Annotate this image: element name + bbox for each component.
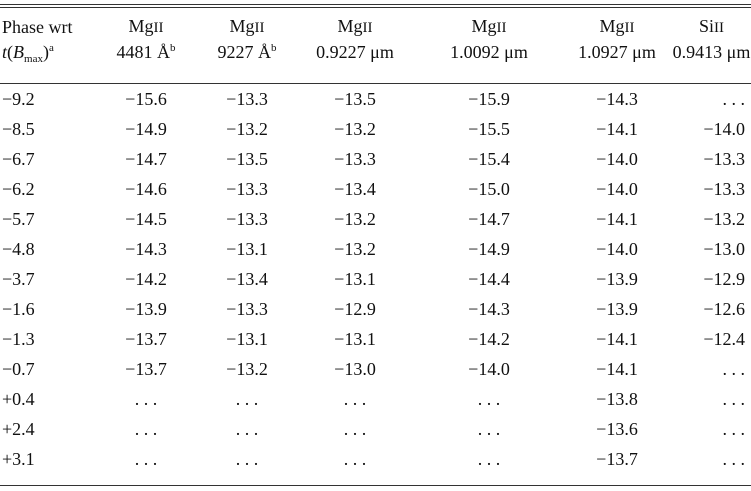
- value-cell: −13.3: [226, 179, 268, 199]
- value-cell: −13.3: [703, 179, 745, 199]
- value-cell: −13.7: [596, 449, 638, 469]
- value-cell: −13.2: [334, 119, 376, 139]
- value-cell: . . .: [477, 419, 501, 439]
- wavelength-header: 0.9413 μm: [672, 42, 751, 62]
- column-header: MgII: [128, 16, 164, 36]
- phase-cell: −1.6: [2, 299, 35, 319]
- phase-header: Phase wrt: [2, 17, 73, 37]
- value-cell: −14.6: [125, 179, 167, 199]
- value-cell: −13.3: [226, 89, 268, 109]
- value-cell: −13.8: [596, 389, 638, 409]
- column-header: MgII: [471, 16, 507, 36]
- value-cell: −13.5: [226, 149, 268, 169]
- value-cell: −13.3: [226, 299, 268, 319]
- column-header: MgII: [229, 16, 265, 36]
- value-cell: −14.0: [703, 119, 745, 139]
- value-cell: −14.3: [125, 239, 167, 259]
- value-cell: −14.0: [596, 149, 638, 169]
- wavelength-header: 4481 $Å^b$: [116, 42, 176, 62]
- table-row: [0, 204, 751, 234]
- phase-cell: −9.2: [2, 89, 35, 109]
- value-cell: −13.3: [703, 149, 745, 169]
- phase-cell: −5.7: [2, 209, 35, 229]
- value-cell: −13.9: [125, 299, 167, 319]
- value-cell: −13.1: [334, 269, 376, 289]
- value-cell: −13.9: [596, 299, 638, 319]
- value-cell: −14.1: [596, 119, 638, 139]
- column-header: SiII: [698, 16, 724, 36]
- value-cell: −13.2: [226, 119, 268, 139]
- value-cell: . . .: [235, 389, 259, 409]
- table-row: [0, 114, 751, 144]
- value-cell: −14.3: [468, 299, 510, 319]
- value-cell: . . .: [134, 449, 158, 469]
- value-cell: −12.9: [703, 269, 745, 289]
- phase-cell: +2.4: [2, 419, 35, 439]
- value-cell: −12.9: [334, 299, 376, 319]
- value-cell: . . .: [134, 419, 158, 439]
- value-cell: −15.0: [468, 179, 510, 199]
- value-cell: −12.6: [703, 299, 745, 319]
- value-cell: . . .: [722, 389, 745, 409]
- value-cell: −13.0: [703, 239, 745, 259]
- value-cell: −15.4: [468, 149, 510, 169]
- value-cell: −13.5: [334, 89, 376, 109]
- value-cell: . . .: [343, 389, 367, 409]
- table-row: [0, 444, 751, 474]
- table-row: [0, 78, 751, 114]
- value-cell: −13.2: [334, 209, 376, 229]
- value-cell: −14.2: [125, 269, 167, 289]
- value-cell: −13.3: [334, 149, 376, 169]
- value-cell: −14.2: [468, 329, 510, 349]
- phase-cell: −8.5: [2, 119, 35, 139]
- value-cell: . . .: [235, 449, 259, 469]
- value-cell: −13.9: [596, 269, 638, 289]
- value-cell: −14.1: [596, 329, 638, 349]
- wavelength-header: 1.0092 μm: [450, 42, 528, 62]
- phase-cell: −0.7: [2, 359, 35, 379]
- table-row: [0, 264, 751, 294]
- value-cell: −14.1: [596, 209, 638, 229]
- value-cell: −14.0: [596, 179, 638, 199]
- table-bottom-rule: [0, 485, 751, 486]
- value-cell: −13.1: [226, 329, 268, 349]
- wavelength-header: 1.0927 μm: [578, 42, 656, 62]
- value-cell: −15.5: [468, 119, 510, 139]
- table-row: [0, 384, 751, 414]
- phase-cell: −6.2: [2, 179, 35, 199]
- value-cell: −13.7: [125, 329, 167, 349]
- phase-cell: +0.4: [2, 389, 35, 409]
- value-cell: −14.4: [468, 269, 510, 289]
- value-cell: . . .: [134, 389, 158, 409]
- table-row: [0, 354, 751, 384]
- value-cell: . . .: [477, 389, 501, 409]
- value-cell: −13.6: [596, 419, 638, 439]
- value-cell: −13.2: [226, 359, 268, 379]
- value-cell: −13.4: [226, 269, 268, 289]
- value-cell: . . .: [343, 449, 367, 469]
- value-cell: −12.4: [703, 329, 745, 349]
- value-cell: −13.0: [334, 359, 376, 379]
- table-body: [0, 78, 751, 474]
- value-cell: −14.7: [125, 149, 167, 169]
- value-cell: −13.2: [703, 209, 745, 229]
- phase-cell: +3.1: [2, 449, 35, 469]
- value-cell: −13.4: [334, 179, 376, 199]
- table-row: [0, 324, 751, 354]
- value-cell: −15.6: [125, 89, 167, 109]
- table-row: [0, 234, 751, 264]
- value-cell: . . .: [722, 89, 745, 109]
- value-cell: −13.1: [334, 329, 376, 349]
- value-cell: −13.2: [334, 239, 376, 259]
- value-cell: . . .: [477, 449, 501, 469]
- phase-cell: −6.7: [2, 149, 35, 169]
- phase-cell: −1.3: [2, 329, 35, 349]
- wavelength-header: 0.9227 μm: [316, 42, 394, 62]
- table-row: [0, 144, 751, 174]
- value-cell: −14.1: [596, 359, 638, 379]
- value-cell: . . .: [343, 419, 367, 439]
- column-header: MgII: [599, 16, 635, 36]
- value-cell: −14.0: [596, 239, 638, 259]
- table-row: [0, 294, 751, 324]
- value-cell: −14.5: [125, 209, 167, 229]
- value-cell: −14.9: [125, 119, 167, 139]
- value-cell: −14.7: [468, 209, 510, 229]
- value-cell: −13.1: [226, 239, 268, 259]
- table-row: [0, 414, 751, 444]
- value-cell: −14.3: [596, 89, 638, 109]
- value-cell: −14.9: [468, 239, 510, 259]
- value-cell: . . .: [722, 419, 745, 439]
- wavelength-header: 9227 $Å^b$: [217, 42, 277, 62]
- table-row: [0, 174, 751, 204]
- phase-cell: −3.7: [2, 269, 35, 289]
- value-cell: . . .: [235, 419, 259, 439]
- value-cell: . . .: [722, 449, 745, 469]
- value-cell: −13.3: [226, 209, 268, 229]
- value-cell: −14.0: [468, 359, 510, 379]
- column-header: MgII: [337, 16, 373, 36]
- phase-cell: −4.8: [2, 239, 35, 259]
- value-cell: −13.7: [125, 359, 167, 379]
- phase-subheader: $t(B_{max})^a$: [2, 42, 54, 65]
- table-header: [0, 0, 751, 78]
- value-cell: −15.9: [468, 89, 510, 109]
- value-cell: . . .: [722, 359, 745, 379]
